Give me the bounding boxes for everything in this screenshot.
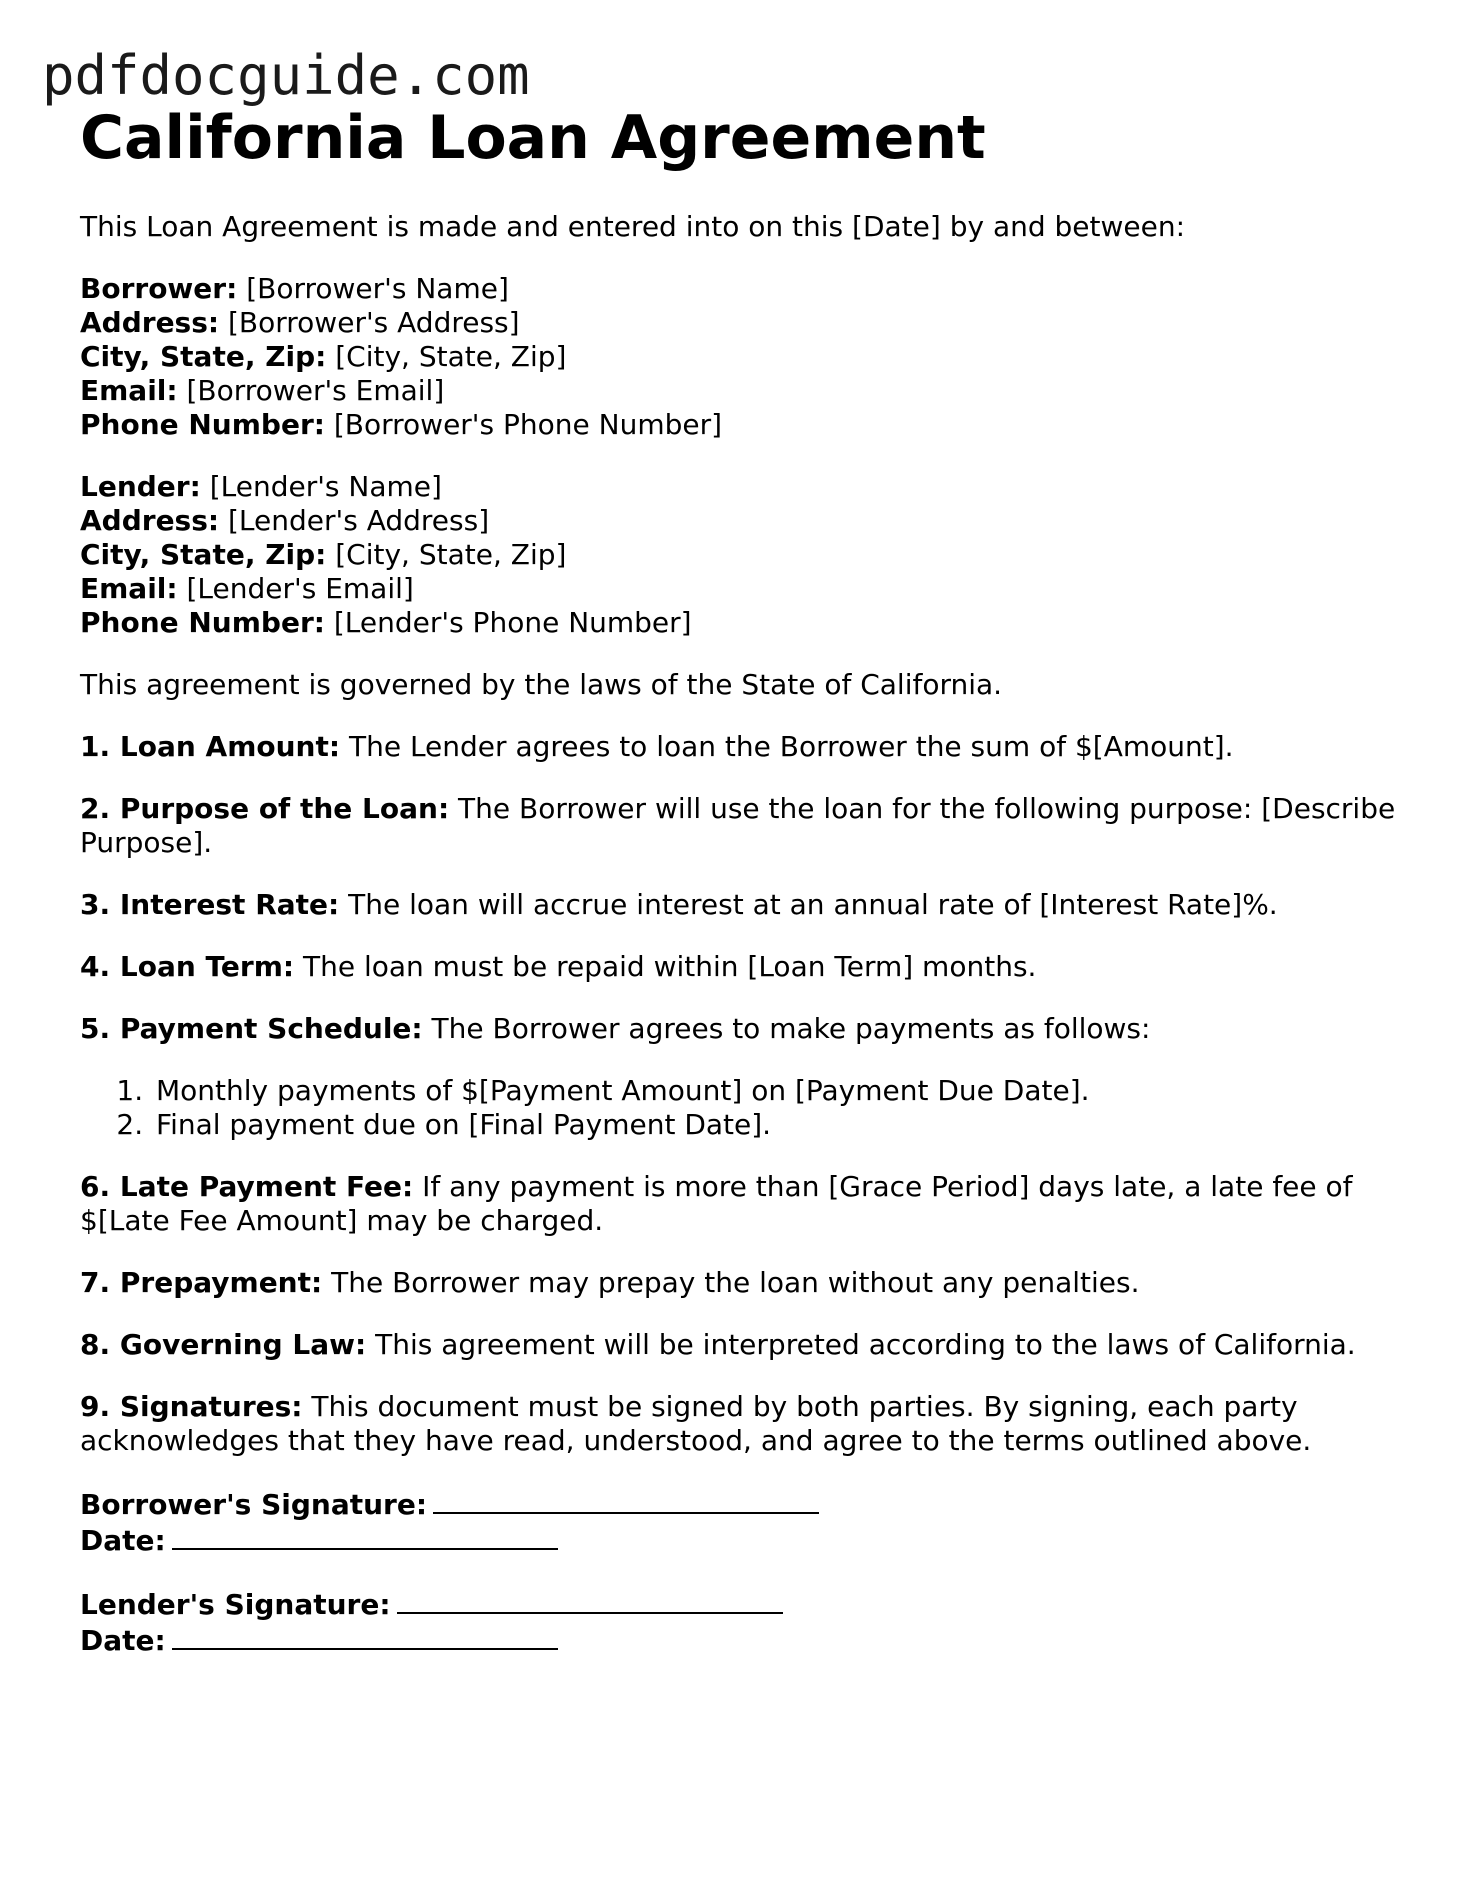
field-label: Email: bbox=[80, 572, 178, 605]
field-value: [Lender's Name] bbox=[209, 470, 442, 503]
borrower-email-row bbox=[80, 374, 1400, 408]
borrower-info bbox=[80, 272, 1400, 442]
section-text: This agreement will be interpreted according to the laws of California. bbox=[375, 1328, 1356, 1361]
lender-date-line[interactable] bbox=[172, 1622, 558, 1650]
section-purpose bbox=[80, 792, 1400, 860]
field-value: [Borrower's Address] bbox=[228, 306, 520, 339]
field-value: [Lender's Address] bbox=[228, 504, 490, 537]
section-text: The Borrower will use the loan for the following purpose: [Describe Purpose]. bbox=[80, 792, 1396, 859]
field-value: [Lender's Email] bbox=[186, 572, 414, 605]
field-value: [Borrower's Email] bbox=[186, 374, 445, 407]
field-label: City, State, Zip: bbox=[80, 538, 327, 571]
section-text: The loan will accrue interest at an annual rate of [Interest Rate]%. bbox=[348, 888, 1278, 921]
section-text: The Borrower agrees to make payments as follows: bbox=[431, 1012, 1151, 1045]
lender-email-row bbox=[80, 572, 1400, 606]
field-label: Email: bbox=[80, 374, 178, 407]
section-text: The Borrower may prepay the loan without any penalties. bbox=[331, 1266, 1140, 1299]
section-text: The Lender agrees to loan the Borrower the sum of $[Amount]. bbox=[348, 730, 1234, 763]
lender-signature-line[interactable] bbox=[397, 1586, 783, 1614]
lender-signature-row bbox=[80, 1586, 1400, 1622]
field-value: [Borrower's Phone Number] bbox=[333, 408, 723, 441]
field-value: [City, State, Zip] bbox=[335, 538, 567, 571]
section-label: 4. Loan Term: bbox=[80, 950, 295, 983]
section-text: If any payment is more than [Grace Period] days late, a late fee of $[Late Fee Amount] may be charged. bbox=[80, 1170, 1353, 1237]
field-value: [Lender's Phone Number] bbox=[333, 606, 692, 639]
field-value: [City, State, Zip] bbox=[335, 340, 567, 373]
section-label: 3. Interest Rate: bbox=[80, 888, 340, 921]
field-value: [Borrower's Name] bbox=[246, 272, 509, 305]
section-label: 5. Payment Schedule: bbox=[80, 1012, 423, 1045]
section-label: 2. Purpose of the Loan: bbox=[80, 792, 450, 825]
lender-city-row bbox=[80, 538, 1400, 572]
borrower-signature-row bbox=[80, 1486, 1400, 1522]
borrower-phone-row bbox=[80, 408, 1400, 442]
borrower-city-row bbox=[80, 340, 1400, 374]
section-late-fee bbox=[80, 1170, 1400, 1238]
section-label: 8. Governing Law: bbox=[80, 1328, 367, 1361]
field-label: Phone Number: bbox=[80, 606, 325, 639]
date-label: Date: bbox=[80, 1524, 166, 1557]
section-loan-term bbox=[80, 950, 1400, 984]
field-label: Address: bbox=[80, 306, 220, 339]
lender-name-row bbox=[80, 470, 1400, 504]
section-interest-rate bbox=[80, 888, 1400, 922]
borrower-name-row bbox=[80, 272, 1400, 306]
payment-schedule-list bbox=[80, 1074, 1400, 1142]
watermark: pdfdocguide.com bbox=[42, 44, 530, 107]
borrower-date-line[interactable] bbox=[172, 1522, 558, 1550]
lender-info bbox=[80, 470, 1400, 640]
document-body bbox=[80, 100, 1400, 1658]
borrower-address-row bbox=[80, 306, 1400, 340]
field-label: Phone Number: bbox=[80, 408, 325, 441]
borrower-signature-line[interactable] bbox=[433, 1486, 819, 1514]
section-text: This document must be signed by both parties. By signing, each party acknowledges that they have read, understood, and agree to the terms outlined above. bbox=[80, 1390, 1312, 1457]
lender-date-row bbox=[80, 1622, 1400, 1658]
field-label: Address: bbox=[80, 504, 220, 537]
section-label: 7. Prepayment: bbox=[80, 1266, 323, 1299]
list-item: 1. Monthly payments of $[Payment Amount] on [Payment Due Date]. bbox=[152, 1074, 1400, 1108]
borrower-date-row bbox=[80, 1522, 1400, 1558]
lender-phone-row bbox=[80, 606, 1400, 640]
section-signatures bbox=[80, 1390, 1400, 1458]
field-label: Lender: bbox=[80, 470, 201, 503]
intro-paragraph: This Loan Agreement is made and entered into on this [Date] by and between: bbox=[80, 210, 1186, 243]
section-label: 9. Signatures: bbox=[80, 1390, 303, 1423]
list-item: 2. Final payment due on [Final Payment Date]. bbox=[152, 1108, 1400, 1142]
field-label: City, State, Zip: bbox=[80, 340, 327, 373]
section-label: 6. Late Payment Fee: bbox=[80, 1170, 414, 1203]
section-text: The loan must be repaid within [Loan Term] months. bbox=[302, 950, 1037, 983]
section-governing-law bbox=[80, 1328, 1400, 1362]
governing-statement: This agreement is governed by the laws of the State of California. bbox=[80, 668, 1003, 701]
field-label: Borrower: bbox=[80, 272, 238, 305]
signature-label: Borrower's Signature: bbox=[80, 1488, 428, 1521]
lender-address-row bbox=[80, 504, 1400, 538]
section-payment-schedule bbox=[80, 1012, 1400, 1046]
section-label: 1. Loan Amount: bbox=[80, 730, 341, 763]
section-loan-amount bbox=[80, 730, 1400, 764]
page-title: California Loan Agreement bbox=[80, 103, 986, 173]
lender-signature-block bbox=[80, 1586, 1400, 1658]
borrower-signature-block bbox=[80, 1486, 1400, 1558]
date-label: Date: bbox=[80, 1624, 166, 1657]
signature-label: Lender's Signature: bbox=[80, 1588, 391, 1621]
section-prepayment bbox=[80, 1266, 1400, 1300]
